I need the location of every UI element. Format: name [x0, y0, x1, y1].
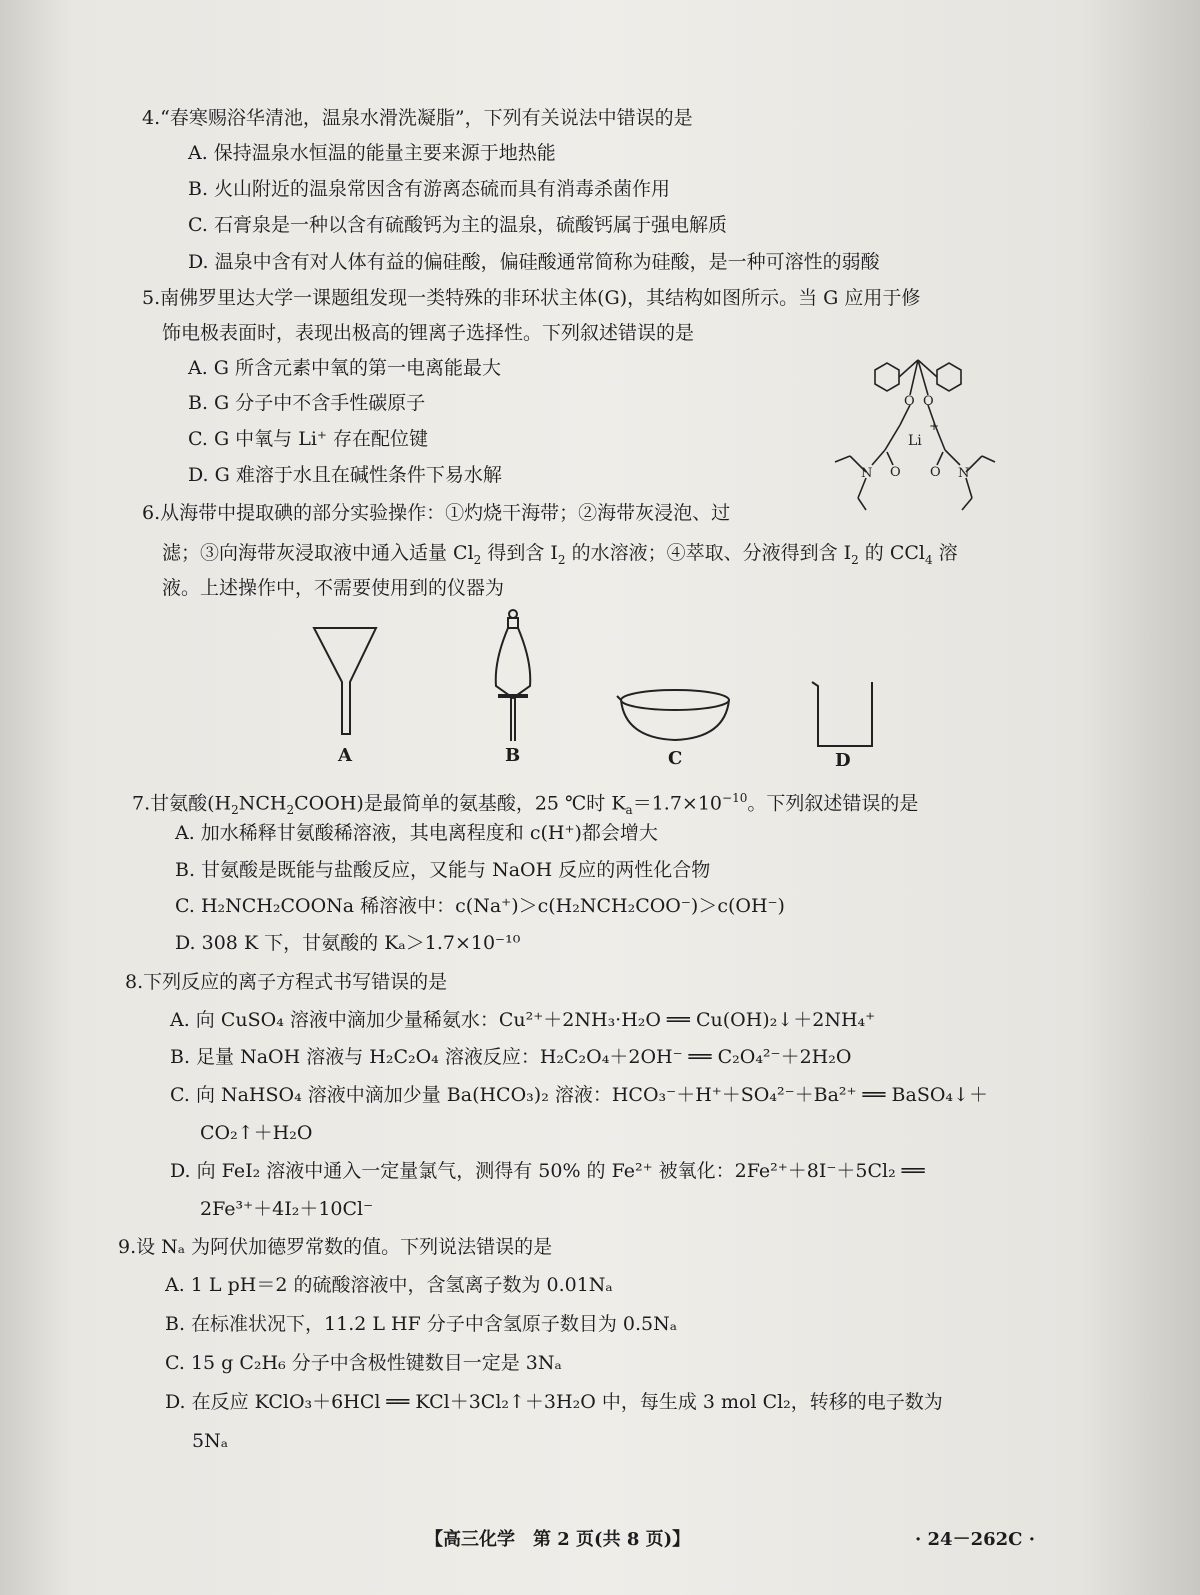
beaker-icon	[808, 676, 878, 751]
question-6-line1	[142, 498, 730, 528]
charge-label: +	[929, 419, 940, 433]
apparatus-label-a: A	[338, 745, 352, 766]
q7-option-c: C. H₂NCH₂COONa 稀溶液中：c(Na⁺)＞c(H₂NCH₂COO⁻)＞c(OH⁻)	[175, 895, 785, 917]
q9-option-d-line1: D. 在反应 KClO₃＋6HCl ══ KCl＋3Cl₂↑＋3H₂O 中，每生成 3 mol Cl₂，转移的电子数为	[165, 1391, 943, 1413]
molecule-g-structure	[830, 350, 1060, 520]
q4-option-b: B. 火山附近的温泉常因含有游离态硫而具有消毒杀菌作用	[188, 178, 671, 200]
benzene-ring-left	[875, 363, 899, 391]
q8-option-c-line2: CO₂↑＋H₂O	[200, 1122, 313, 1144]
question-6-line3: 液。上述操作中，不需要使用到的仪器为	[162, 577, 505, 599]
question-number: 9.	[118, 1236, 137, 1258]
question-text: 设 Nₐ 为阿伏加德罗常数的值。下列说法错误的是	[136, 1236, 553, 1258]
q8-option-b: B. 足量 NaOH 溶液与 H₂C₂O₄ 溶液反应：H₂C₂O₄＋2OH⁻ ══ C₂O₄²⁻＋2H₂O	[170, 1046, 852, 1068]
q5-option-c: C. G 中氧与 Li⁺ 存在配位键	[188, 428, 428, 450]
question-6-line2: 滤；③向海带灰浸取液中通入适量 $Cl_2$ 得到含 $I_2$ 的水溶液；④萃取、分液得到含 $I_2$ 的 CCl$_4$ 溶	[162, 542, 958, 567]
question-5-stem-line2: 饰电极表面时，表现出极高的锂离子选择性。下列叙述错误的是	[162, 322, 695, 344]
question-number: 6.	[142, 502, 161, 524]
separatory-funnel-icon	[488, 606, 538, 746]
question-9-stem	[118, 1232, 552, 1262]
question-text: 从海带中提取碘的部分实验操作：①灼烧干海带；②海带灰浸泡、过	[160, 502, 731, 524]
apparatus-label-d: D	[835, 750, 851, 771]
q5-option-a: A. G 所含元素中氧的第一电离能最大	[188, 357, 502, 379]
apparatus-label-c: C	[668, 748, 683, 769]
q8-option-d-line2: 2Fe³⁺＋4I₂＋10Cl⁻	[200, 1198, 374, 1220]
question-number: 4.	[142, 107, 161, 129]
question-8-stem	[125, 967, 447, 997]
q4-option-c: C. 石膏泉是一种以含有硫酸钙为主的温泉，硫酸钙属于强电解质	[188, 214, 727, 236]
q5-option-d: D. G 难溶于水且在碱性条件下易水解	[188, 464, 502, 486]
question-text: 下列反应的离子方程式书写错误的是	[143, 971, 448, 993]
q5-option-b: B. G 分子中不含手性碳原子	[188, 392, 426, 414]
q4-option-d: D. 温泉中含有对人体有益的偏硅酸，偏硅酸通常简称为硅酸，是一种可溶性的弱酸	[188, 251, 880, 273]
oxygen-label: O	[923, 394, 934, 409]
exam-code: · 24－262C ·	[915, 1529, 1036, 1550]
q8-option-a: A. 向 CuSO₄ 溶液中滴加少量稀氨水：Cu²⁺＋2NH₃·H₂O ══ Cu(OH)₂↓＋2NH₄⁺	[170, 1009, 876, 1031]
q9-option-a: A. 1 L pH＝2 的硫酸溶液中，含氢离子数为 0.01Nₐ	[165, 1274, 613, 1296]
question-text: “春寒赐浴华清池，温泉水滑洗凝脂”，下列有关说法中错误的是	[160, 107, 693, 129]
question-4-stem	[142, 103, 693, 133]
evaporating-dish-icon	[615, 686, 735, 746]
lithium-label: Li	[908, 433, 922, 449]
question-text: 南佛罗里达大学一课题组发现一类特殊的非环状主体(G)，其结构如图所示。当 G 应用于修	[160, 287, 921, 309]
apparatus-label-b: B	[505, 745, 521, 766]
q8-option-c-line1: C. 向 NaHSO₄ 溶液中滴加少量 Ba(HCO₃)₂ 溶液：HCO₃⁻＋H⁺＋SO₄²⁻＋Ba²⁺ ══ BaSO₄↓＋	[170, 1084, 988, 1106]
oxygen-label: O	[930, 465, 941, 480]
question-7-stem: 7.甘氨酸$(H_2NCH_2COOH)$是最简单的氨基酸，25 ℃时 $K_a=1.7\times 10^{-10}$。下列叙述错误的是	[132, 791, 919, 818]
question-number: 5.	[142, 287, 161, 309]
q7-option-d: D. 308 K 下，甘氨酸的 Kₐ＞1.7×10⁻¹⁰	[175, 932, 521, 954]
page-footer-label: 【高三化学 第 2 页(共 8 页)】	[425, 1529, 691, 1550]
oxygen-label: O	[904, 394, 915, 409]
q7-option-b: B. 甘氨酸是既能与盐酸反应，又能与 NaOH 反应的两性化合物	[175, 859, 711, 881]
question-number: 8.	[125, 971, 144, 993]
q9-option-c: C. 15 g C₂H₆ 分子中含极性键数目一定是 3Nₐ	[165, 1352, 562, 1374]
q9-option-d-line2: 5Nₐ	[192, 1430, 229, 1452]
question-5-stem-line1	[142, 283, 920, 313]
nitrogen-label: N	[958, 466, 970, 481]
funnel-icon	[310, 622, 380, 737]
oxygen-label: O	[890, 465, 901, 480]
benzene-ring-right	[937, 363, 961, 391]
q4-option-a: A. 保持温泉水恒温的能量主要来源于地热能	[188, 142, 556, 164]
q9-option-b: B. 在标准状况下，11.2 L HF 分子中含氢原子数目为 0.5Nₐ	[165, 1313, 678, 1335]
q8-option-d-line1: D. 向 FeI₂ 溶液中通入一定量氯气，测得有 50% 的 Fe²⁺ 被氧化：2Fe²⁺＋8I⁻＋5Cl₂ ══	[170, 1160, 925, 1182]
nitrogen-label: N	[861, 466, 873, 481]
question-number: 7.	[132, 792, 151, 815]
q7-option-a: A. 加水稀释甘氨酸稀溶液，其电离程度和 c(H⁺)都会增大	[175, 822, 658, 844]
